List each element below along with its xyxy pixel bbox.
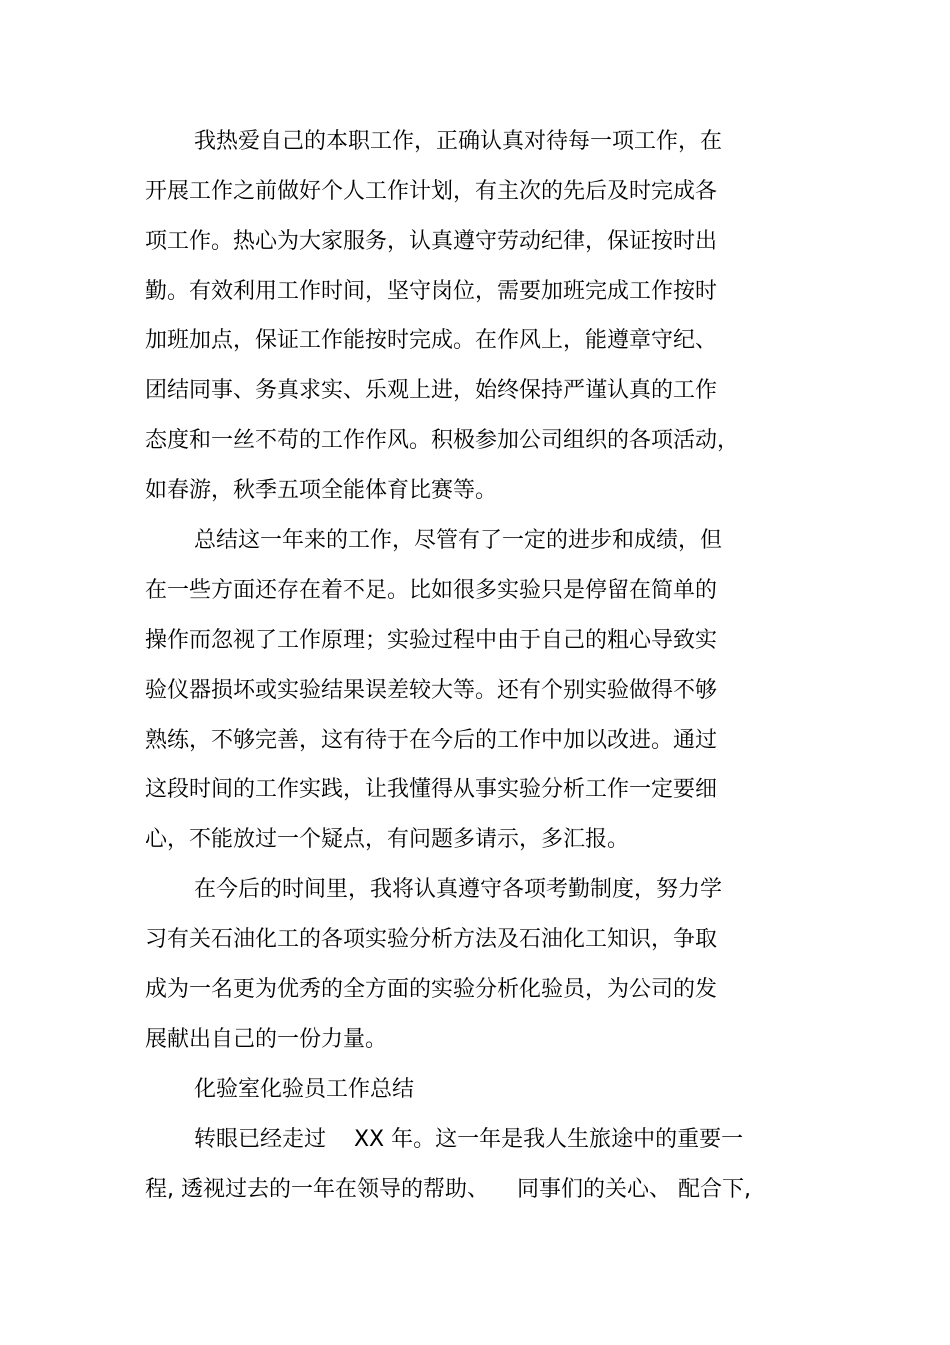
paragraph-3-line-2: 习有关石油化工的各项实验分析方法及石油化工知识，争取	[145, 927, 718, 952]
paragraph-2-line-1: 总结这一年来的工作，尽管有了一定的进步和成绩，但	[194, 528, 723, 553]
paragraph-1-line-2: 开展工作之前做好个人工作计划，有主次的先后及时完成各	[145, 179, 718, 204]
section-heading: 化验室化验员工作总结	[194, 1077, 415, 1102]
paragraph-1-line-4: 勤。有效利用工作时间，坚守岗位，需要加班完成工作按时	[145, 279, 718, 304]
paragraph-1-line-7: 态度和一丝不苟的工作作风。积极参加公司组织的各项活动，	[145, 428, 740, 453]
paragraph-4-line-1: 转眼已经走过 XX 年。这一年是我人生旅途中的重要一	[194, 1127, 744, 1152]
paragraph-1-line-8: 如春游，秋季五项全能体育比赛等。	[145, 478, 498, 503]
paragraph-3-line-4: 展献出自己的一份力量。	[145, 1027, 388, 1052]
paragraph-4-line-2: 程, 透视过去的一年在领导的帮助、 同事们的关心、 配合下,	[145, 1177, 751, 1202]
paragraph-3-line-3: 成为一名更为优秀的全方面的实验分析化验员，为公司的发	[145, 977, 718, 1002]
paragraph-2-line-4: 验仪器损坏或实验结果误差较大等。还有个别实验做得不够	[145, 678, 718, 703]
paragraph-2-line-6: 这段时间的工作实践，让我懂得从事实验分析工作一定要细	[145, 777, 718, 802]
paragraph-1-line-5: 加班加点，保证工作能按时完成。在作风上，能遵章守纪、	[145, 328, 718, 353]
paragraph-1-line-3: 项工作。热心为大家服务，认真遵守劳动纪律，保证按时出	[145, 229, 718, 254]
paragraph-1-line-6: 团结同事、务真求实、乐观上进，始终保持严谨认真的工作	[145, 378, 718, 403]
paragraph-2-line-5: 熟练，不够完善，这有待于在今后的工作中加以改进。通过	[145, 728, 718, 753]
paragraph-2-line-7: 心，不能放过一个疑点，有问题多请示，多汇报。	[145, 827, 630, 852]
paragraph-1-line-1: 我热爱自己的本职工作，正确认真对待每一项工作，在	[194, 129, 723, 154]
paragraph-3-line-1: 在今后的时间里，我将认真遵守各项考勤制度，努力学	[194, 877, 723, 902]
paragraph-2-line-3: 操作而忽视了工作原理；实验过程中由于自己的粗心导致实	[145, 628, 718, 653]
paragraph-2-line-2: 在一些方面还存在着不足。比如很多实验只是停留在简单的	[145, 578, 718, 603]
